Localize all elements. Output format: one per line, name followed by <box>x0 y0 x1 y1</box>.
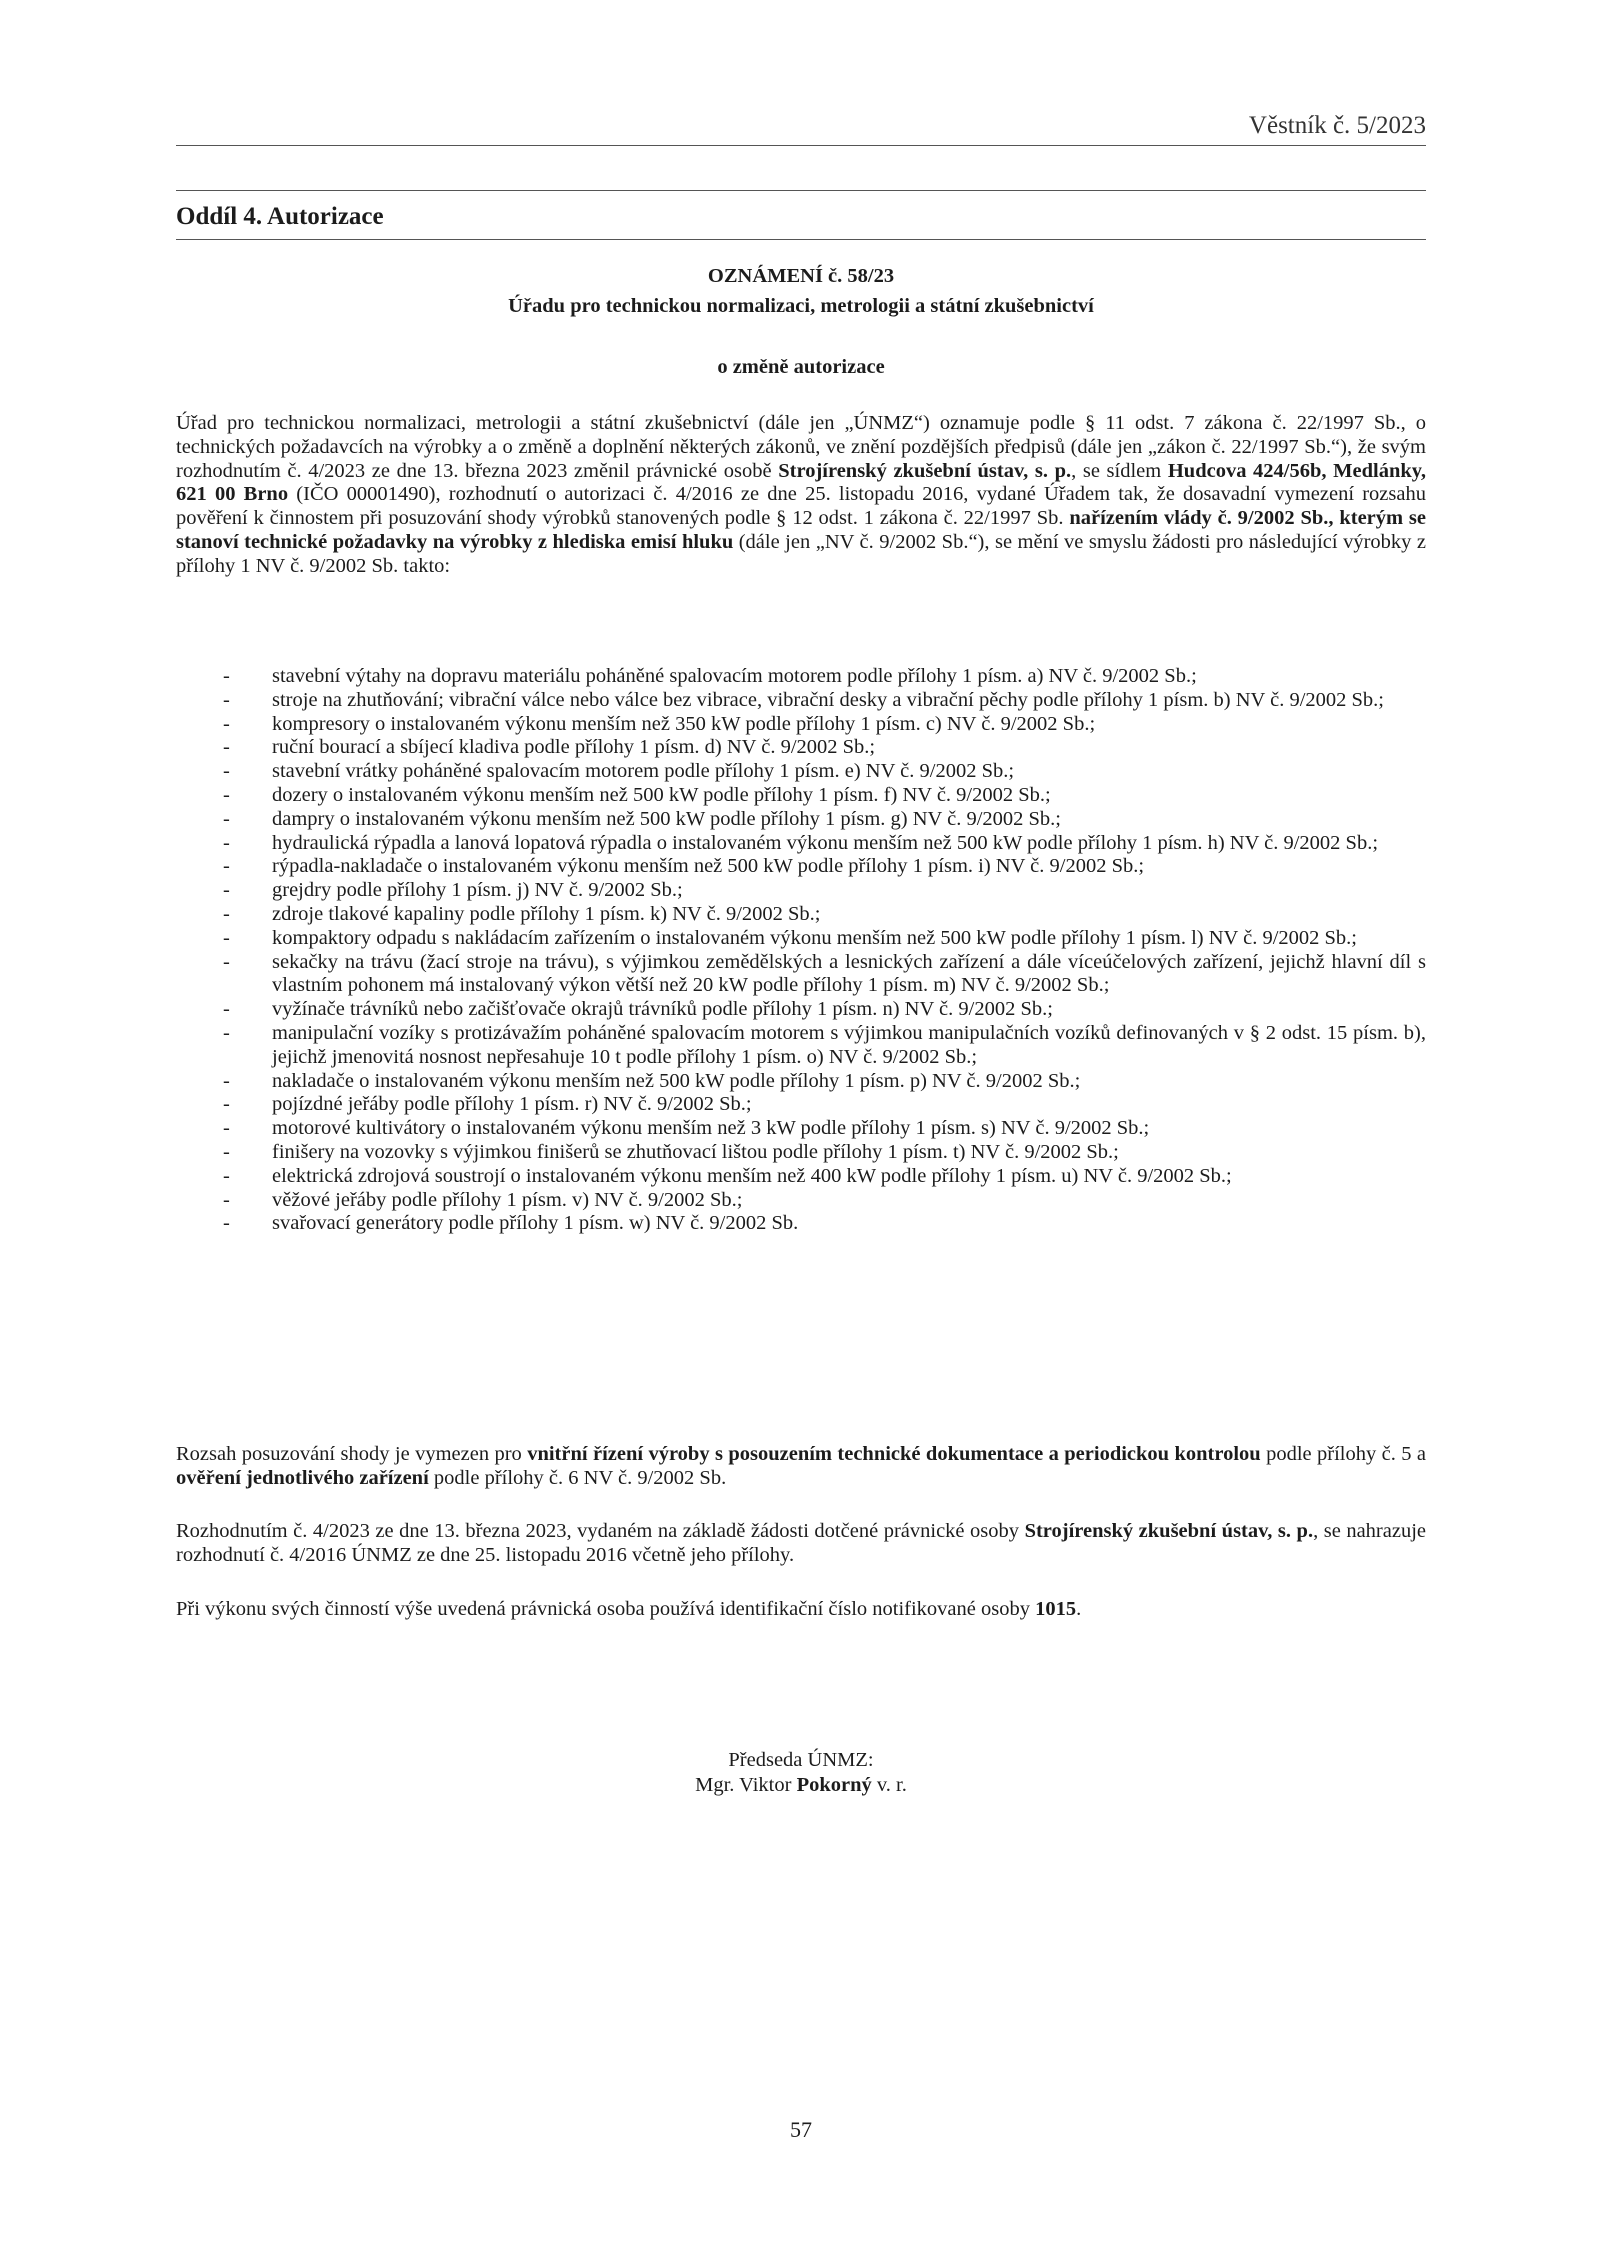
list-item-text: stroje na zhutňování; vibrační válce nebo válce bez vibrace, vibrační desky a vibrační pěchy podle přílohy 1 písm. b) NV č. 9/2002 Sb.; <box>272 688 1384 711</box>
list-dash-marker: - <box>223 998 230 1021</box>
list-item <box>176 665 1426 689</box>
list-item <box>176 998 1426 1022</box>
signature-role: Předseda ÚNMZ: <box>728 1749 874 1771</box>
list-item-text: věžové jeřáby podle přílohy 1 písm. v) NV č. 9/2002 Sb.; <box>272 1188 743 1211</box>
list-dash-marker: - <box>223 712 230 735</box>
header-rule <box>176 145 1426 146</box>
list-dash-marker: - <box>223 1069 230 1092</box>
list-item <box>176 1212 1426 1236</box>
running-header: Věstník č. 5/2023 <box>1248 112 1426 139</box>
list-item <box>176 1093 1426 1117</box>
list-item-text: kompaktory odpadu s nakládacím zařízením o instalovaném výkonu menším než 500 kW podle přílohy 1 písm. l) NV č. 9/2002 Sb.; <box>272 926 1357 949</box>
list-item <box>176 903 1426 927</box>
list-item <box>176 951 1426 999</box>
items-list <box>176 665 1426 1236</box>
list-item-text: grejdry podle přílohy 1 písm. j) NV č. 9/2002 Sb.; <box>272 879 683 902</box>
scope-paragraph: Rozsah posuzování shody je vymezen pro vnitřní řízení výroby s posouzením technické dokumentace a periodickou kontrolou podle přílohy č. 5 a ověření jednotlivého zařízení podle přílohy č. 6 NV č. 9/2002 Sb. <box>176 1443 1426 1489</box>
list-dash-marker: - <box>223 1021 230 1044</box>
list-dash-marker: - <box>223 855 230 878</box>
signature-block <box>176 1748 1426 1798</box>
list-item <box>176 855 1426 879</box>
list-item-text: sekačky na trávu (žací stroje na trávu), s výjimkou zemědělských a lesnických zařízení a dále víceúčelových zařízení, jejichž hlavní díl s vlastním pohonem má instalovaný výkon větší než 20 kW podle přílohy 1 písm. m) NV č. 9/2002 Sb.; <box>272 950 1426 997</box>
list-dash-marker: - <box>223 1188 230 1211</box>
list-item <box>176 760 1426 784</box>
list-item-text: zdroje tlakové kapaliny podle přílohy 1 písm. k) NV č. 9/2002 Sb.; <box>272 902 821 925</box>
list-item-text: vyžínače trávníků nebo začišťovače okrajů trávníků podle přílohy 1 písm. n) NV č. 9/2002 Sb.; <box>272 998 1053 1021</box>
list-item-text: elektrická zdrojová soustrojí o instalovaném výkonu menším než 400 kW podle přílohy 1 písm. u) NV č. 9/2002 Sb.; <box>272 1164 1232 1187</box>
notice-authority: Úřadu pro technickou normalizaci, metrologii a státní zkušebnictví <box>508 295 1094 317</box>
notified-body-paragraph: Při výkonu svých činností výše uvedená právnická osoba používá identifikační číslo notifikované osoby 1015. <box>176 1598 1082 1620</box>
list-item <box>176 1070 1426 1094</box>
list-item <box>176 1141 1426 1165</box>
list-dash-marker: - <box>223 736 230 759</box>
product-list <box>176 665 1426 1236</box>
list-item <box>176 713 1426 737</box>
list-item-text: svařovací generátory podle přílohy 1 písm. w) NV č. 9/2002 Sb. <box>272 1212 799 1235</box>
list-dash-marker: - <box>223 760 230 783</box>
list-dash-marker: - <box>223 688 230 711</box>
section-title: Oddíl 4. Autorizace <box>176 203 384 230</box>
list-item <box>176 1117 1426 1141</box>
list-item-text: manipulační vozíky s protizávažím poháněné spalovacím motorem s výjimkou manipulačních vozíků definovaných v § 2 odst. 15 písm. b), jejichž jmenovitá nosnost nepřesahuje 10 t podle přílohy 1 písm. o) NV č. 9/2002 Sb.; <box>272 1021 1426 1068</box>
list-item <box>176 1165 1426 1189</box>
list-item <box>176 1022 1426 1070</box>
list-item-text: stavební výtahy na dopravu materiálu poháněné spalovacím motorem podle přílohy 1 písm. a) NV č. 9/2002 Sb.; <box>272 665 1197 687</box>
list-dash-marker: - <box>223 1140 230 1163</box>
list-item-text: motorové kultivátory o instalovaném výkonu menším než 3 kW podle přílohy 1 písm. s) NV č. 9/2002 Sb.; <box>272 1117 1150 1140</box>
list-item <box>176 736 1426 760</box>
list-item-text: ruční bourací a sbíjecí kladiva podle přílohy 1 písm. d) NV č. 9/2002 Sb.; <box>272 736 876 759</box>
list-item-text: stavební vrátky poháněné spalovacím motorem podle přílohy 1 písm. e) NV č. 9/2002 Sb.; <box>272 760 1015 783</box>
list-dash-marker: - <box>223 926 230 949</box>
list-item-text: hydraulická rýpadla a lanová lopatová rýpadla o instalovaném výkonu menším než 500 kW podle přílohy 1 písm. h) NV č. 9/2002 Sb.; <box>272 831 1379 854</box>
list-dash-marker: - <box>223 1164 230 1187</box>
list-dash-marker: - <box>223 902 230 925</box>
list-item <box>176 927 1426 951</box>
list-item <box>176 832 1426 856</box>
signature-name: Mgr. Viktor Pokorný v. r. <box>695 1774 907 1796</box>
list-item-text: dampry o instalovaném výkonu menším než 500 kW podle přílohy 1 písm. g) NV č. 9/2002 Sb.; <box>272 807 1061 830</box>
list-item-text: rýpadla-nakladače o instalovaném výkonu menším než 500 kW podle přílohy 1 písm. i) NV č. 9/2002 Sb.; <box>272 855 1145 878</box>
list-item <box>176 879 1426 903</box>
list-dash-marker: - <box>223 950 230 973</box>
notice-subject: o změně autorizace <box>717 356 885 378</box>
list-item <box>176 808 1426 832</box>
list-dash-marker: - <box>223 807 230 830</box>
page-number: 57 <box>790 2117 812 2142</box>
list-dash-marker: - <box>223 879 230 902</box>
list-item-text: nakladače o instalovaném výkonu menším než 500 kW podle přílohy 1 písm. p) NV č. 9/2002 Sb.; <box>272 1069 1081 1092</box>
list-item <box>176 1189 1426 1213</box>
list-dash-marker: - <box>223 1212 230 1235</box>
list-dash-marker: - <box>223 1117 230 1140</box>
list-item-text: dozery o instalovaném výkonu menším než 500 kW podle přílohy 1 písm. f) NV č. 9/2002 Sb.; <box>272 783 1051 806</box>
section-rule-bottom <box>176 239 1426 240</box>
section-rule-top <box>176 190 1426 191</box>
list-dash-marker: - <box>223 1093 230 1116</box>
list-item <box>176 689 1426 713</box>
list-item-text: pojízdné jeřáby podle přílohy 1 písm. r) NV č. 9/2002 Sb.; <box>272 1093 752 1116</box>
list-dash-marker: - <box>223 665 230 687</box>
list-item-text: kompresory o instalovaném výkonu menším než 350 kW podle přílohy 1 písm. c) NV č. 9/2002 Sb.; <box>272 712 1096 735</box>
decision-paragraph: Rozhodnutím č. 4/2023 ze dne 13. března 2023, vydaném na základě žádosti dotčené právnické osoby Strojírenský zkušební ústav, s. p., se nahrazuje rozhodnutí č. 4/2016 ÚNMZ ze dne 25. listopadu 2016 včetně jeho přílohy. <box>176 1520 1427 1566</box>
list-dash-marker: - <box>223 783 230 806</box>
notice-number: OZNÁMENÍ č. 58/23 <box>707 265 895 287</box>
intro-paragraph: Úřad pro technickou normalizaci, metrologii a státní zkušebnictví (dále jen „ÚNMZ“) oznamuje podle § 11 odst. 7 zákona č. 22/1997 Sb., o technických požadavcích na výrobky a o změně a doplnění některých zákonů, ve znění pozdějších předpisů (dále jen „zákon č. 22/1997 Sb.“), že svým rozhodnutím č. 4/2023 ze dne 13. března 2023 změnil právnické osobě Strojírenský zkušební ústav, s. p., se sídlem Hudcova 424/56b, Medlánky, 621 00 Brno (IČO 00001490), rozhodnutí o autorizaci č. 4/2016 ze dne 25. listopadu 2016, vydané Úřadem tak, že dosavadní vymezení rozsahu pověření k činnostem při posuzování shody výrobků stanovených podle § 12 odst. 1 zákona č. 22/1997 Sb. nařízením vlády č. 9/2002 Sb., kterým se stanoví technické požadavky na výrobky z hlediska emisí hluku (dále jen „NV č. 9/2002 Sb.“), se mění ve smyslu žádosti pro následující výrobky z přílohy 1 NV č. 9/2002 Sb. takto: <box>176 412 1426 577</box>
list-dash-marker: - <box>223 831 230 854</box>
list-item-text: finišery na vozovky s výjimkou finišerů se zhutňovací lištou podle přílohy 1 písm. t) NV č. 9/2002 Sb.; <box>272 1140 1119 1163</box>
list-item <box>176 784 1426 808</box>
